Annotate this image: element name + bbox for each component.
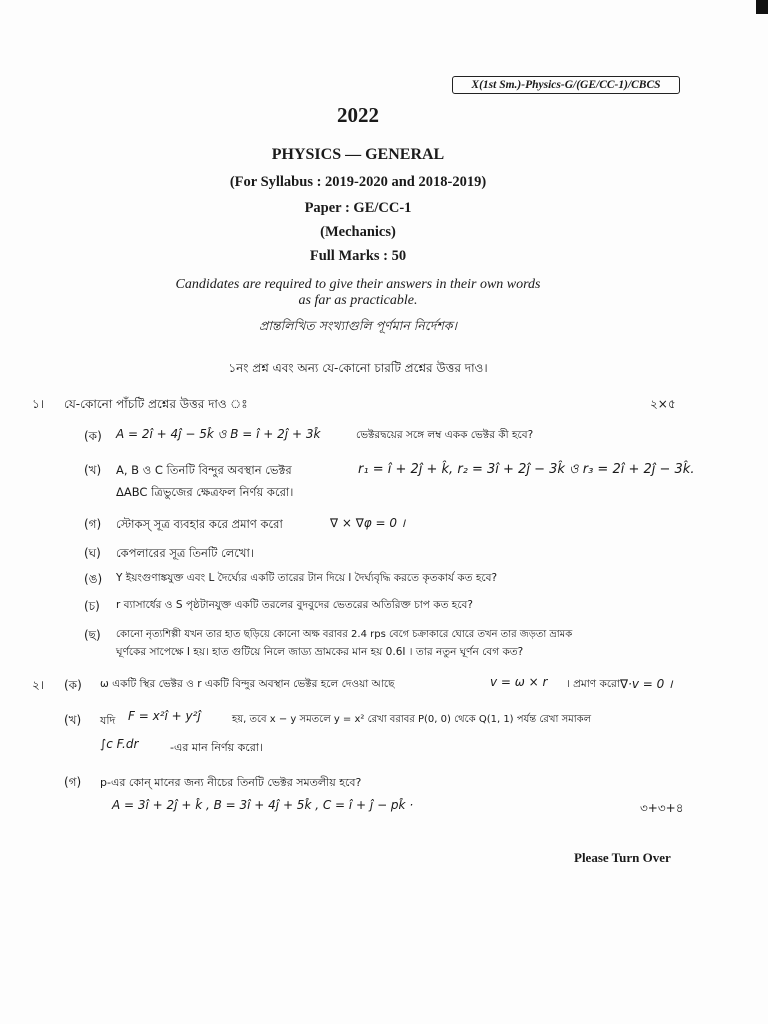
q2-ga-text: p-এর কোন্ মানের জন্য নীচের তিনটি ভেক্টর সমতলীয় হবে? bbox=[100, 776, 362, 789]
q2-kha-math1: F = x²î + y²ĵ bbox=[128, 709, 201, 723]
q1-ka-label: (ক) bbox=[84, 429, 102, 443]
q1-ka-text: ভেক্টরদ্বয়ের সঙ্গে লম্ব একক ভেক্টর কী হবে? bbox=[356, 429, 534, 441]
q2-kha-label: (খ) bbox=[64, 713, 82, 727]
q1-cha-text: r ব্যাসার্ধের ও S পৃষ্ঠটানযুক্ত একটি তরলের বুদবুদের ভেতরের অতিরিক্ত চাপ কত হবে? bbox=[116, 599, 473, 611]
q2-kha-math2: ∫c F.dr bbox=[100, 737, 139, 751]
q1-chha-label: (ছ) bbox=[84, 628, 101, 642]
q1-kha-math: r₁ = î + 2ĵ + k̂, r₂ = 3î + 2ĵ − 3k̂ ও r₃ = 2î + 2ĵ − 3k̂. bbox=[358, 462, 695, 477]
q1-gha-text: কেপলারের সূত্র তিনটি লেখো। bbox=[116, 546, 254, 560]
q1-umo-text: Y ইয়ংগুণাঙ্কযুক্ত এবং L দৈর্ঘ্যের একটি তারের টান দিয়ে l দৈর্ঘ্যবৃদ্ধি করতে কৃতকার্য কত হবে? bbox=[116, 572, 498, 584]
scan-corner-mark bbox=[756, 0, 768, 14]
q1-ga-text: স্টোকস্ সূত্র ব্যবহার করে প্রমাণ করো bbox=[116, 517, 283, 531]
q2-ka-math-b: ∇·v = 0 । bbox=[620, 677, 673, 691]
q1-umo-label: (ঙ) bbox=[84, 572, 103, 586]
syllabus-line: (For Syllabus : 2019-2020 and 2018-2019) bbox=[229, 174, 487, 190]
q2-ka-text-b: । প্রমাণ করো bbox=[566, 678, 620, 690]
q2-number: ২। bbox=[32, 678, 45, 692]
topic-line: (Mechanics) bbox=[320, 224, 396, 240]
q1-kha-text2: ΔABC ত্রিভুজের ক্ষেত্রফল নির্ণয় করো। bbox=[116, 485, 294, 499]
q2-ka-label: (ক) bbox=[64, 678, 82, 692]
full-marks-line: Full Marks : 50 bbox=[309, 248, 407, 264]
q1-number: ১। bbox=[32, 397, 45, 411]
q2-kha-text2: হয়, তবে x − y সমতলে y = x² রেখা বরাবর P(0, 0) থেকে Q(1, 1) পর্যন্ত রেখা সমাকল bbox=[232, 714, 592, 725]
instruction-english-1: Candidates are required to give their answers in their own words bbox=[175, 277, 541, 292]
paper-code-box: X(1st Sm.)-Physics-G/(GE/CC-1)/CBCS bbox=[452, 76, 680, 94]
q1-ga-math: ∇ × ∇φ = 0 । bbox=[330, 516, 406, 530]
exam-year: 2022 bbox=[337, 103, 379, 127]
please-turn-over: Please Turn Over bbox=[574, 850, 671, 865]
q2-kha-text3: -এর মান নির্ণয় করো। bbox=[170, 741, 263, 754]
q1-ga-label: (গ) bbox=[84, 517, 102, 531]
q1-prompt: যে-কোনো পাঁচটি প্রশ্নের উত্তর দাও ঃ bbox=[64, 397, 248, 411]
q1-cha-label: (চ) bbox=[84, 599, 100, 613]
main-instruction: ১নং প্রশ্ন এবং অন্য যে-কোনো চারটি প্রশ্নের উত্তর দাও। bbox=[228, 361, 488, 375]
q2-kha-text1: যদি bbox=[100, 714, 116, 727]
q2-ga-math: A = 3î + 2ĵ + k̂ , B = 3î + 4ĵ + 5k̂ , C = î + ĵ − pk̂ · bbox=[112, 798, 414, 812]
q2-marks: ৩+৩+৪ bbox=[640, 801, 684, 815]
q1-marks: ২×৫ bbox=[650, 397, 676, 411]
q2-ka-math: v = ω × r bbox=[490, 675, 548, 689]
q1-chha-text2: ঘূর্ণকের সাপেক্ষে I হয়। হাত গুটিয়ে নিলে জাড্য ভ্রামকের মান হয় 0.6I । তার নতুন ঘূর্ণন বেগ কত? bbox=[116, 646, 524, 658]
q1-kha-label: (খ) bbox=[84, 463, 102, 477]
instruction-bengali: প্রান্তলিখিত সংখ্যাগুলি পূর্ণমান নির্দেশক। bbox=[259, 318, 457, 333]
q2-ka-text: ω একটি স্থির ভেক্টর ও r একটি বিন্দুর অবস্থান ভেক্টর হলে দেওয়া আছে bbox=[100, 678, 395, 690]
subject-title: PHYSICS — GENERAL bbox=[271, 146, 445, 163]
q1-kha-text1: A, B ও C তিনটি বিন্দুর অবস্থান ভেক্টর bbox=[116, 463, 292, 477]
q1-ka-math: A = 2î + 4ĵ − 5k̂ ও B = î + 2ĵ + 3k̂ bbox=[116, 427, 321, 441]
paper-line: Paper : GE/CC-1 bbox=[304, 200, 412, 216]
q2-ga-label: (গ) bbox=[64, 775, 82, 789]
q1-gha-label: (ঘ) bbox=[84, 546, 101, 560]
q1-chha-text1: কোনো নৃত্যশিল্পী যখন তার হাত ছড়িয়ে কোনো অক্ষ বরাবর 2.4 rps বেগে চক্রাকারে ঘোরে তখন তার জড়তা ভ্রামক bbox=[116, 629, 573, 640]
instruction-english-2: as far as practicable. bbox=[298, 293, 418, 308]
